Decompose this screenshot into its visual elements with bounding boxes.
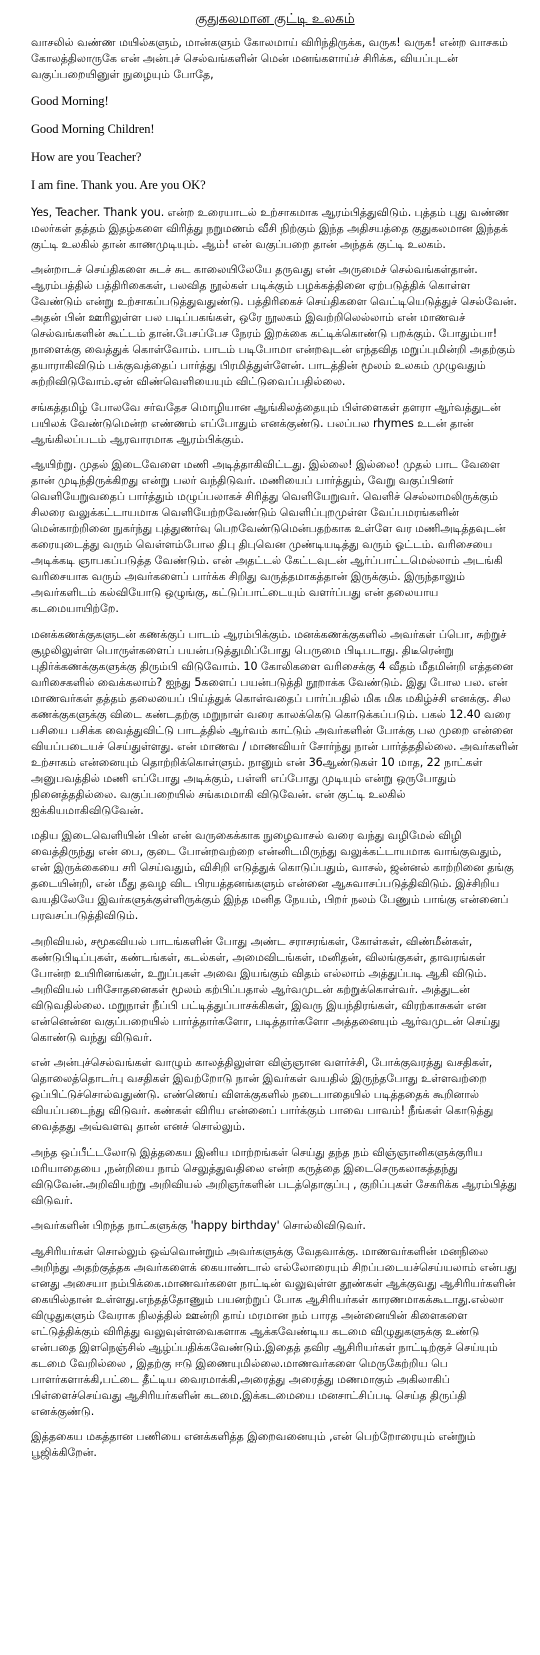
paragraph: ஆசிரியர்கள் சொல்லும் ஒவ்வொன்றும் அவர்களுக்கு வேதவாக்கு. மாணவர்களின் மனநிலை அறிந்து அதற்குத்தக அவர்களைக் கையாண்டால் எல்லோரையும் சிறப்படையச்செய்யலாம் என்பது எனது அசையா நம்பிக்கை.மாணவர்களை நாட்டின் வலுவுள்ள தூண்கள் ஆக்குவது ஆசிரியர்களின் கையில்தான் உள்ளது.எந்தத்தோணும் பயனற்றுப் போக ஆசிரியர்கள் காரணமாகக்கூடாது.எல்லா விழுதுகளும் வேராக நிலத்தில் ஊன்றி தாய் மரமான நம் பாரத அன்னையின் கிளைகளை எட்டுத்திக்கும் விரித்து வலுவுள்ளவைகளாக ஆக்கவேண்டிய கடமை விழுதுகளுக்கு உண்டு என்பதை இளநெஞ்சில் ஆழ்ப்பதிக்கவேண்டும்.இதைத் தவிர ஆசிரியர்கள் நாட்டிற்குச் செய்யும் கடமை வேறில்லை , இதற்கு ஈடு இணையுமில்லை.மாணவர்களை மெருகேற்றிய பெ பாளர்களாக்கி,பட்டை தீட்டிய வைரமாக்கி,அரைத்து அரைத்து மணமாகும் அகிலாகிப் பிள்ளைச்செய்வது ஆசிரியர்களின் கடமை.இக்கடமையை மனசாட்சிப்படி செய்த திருப்தி எனக்குண்டு. <box>31 1244 517 1418</box>
paragraph: அன்றாடச் செய்திகளை சுடச் சுட காலையிலேயே தருவது என் அருமைச் செல்வங்கள்தான். ஆரம்பத்தில் பத்திரிகைகள், பலவித நூல்கள் படிக்கும் பழக்கத்தினை ஏற்படுத்திக் கொள்ள வேண்டும் என்று உற்சாகப்படுத்துவதுண்டு. பத்திரிகைச் செய்திகளை வெட்டியெடுத்துச் செல்வேன். அதன் பின் ஊரிலுள்ள பல படிப்பகங்கள், ஒரே நூலகம் இவற்றிலெல்லாம் என் மாணவச் செல்வங்களின் கூட்டம் தான்.பேசப்பேச நேரம் இறக்கை கட்டிக்கொண்டு பறக்கும். போதும்பா! நாளைக்கு வைத்துக் கொள்வோம். பாடம் படிபோமா என்றவுடன் எந்தவித மறுப்புமின்றி அதற்கும் தயாராகிவிடும் பக்குவத்தைப் பார்த்து பிரமித்துள்ளேன். பாடத்தின் மூலம் உலகம் முழுவதும் சுற்றிவிடுவோம்.ஏன் விண்வெளியையும் விட்டுவைப்பதில்லை. <box>31 263 517 388</box>
paragraph: Yes, Teacher. Thank you. என்ற உரையாடல் உற்சாகமாக ஆரம்பித்துவிடும். புத்தம் புது வண்ண மலர்கள் தத்தம் இதழ்களை விரித்து நறுமணம் வீசி நிற்கும் இந்த அதிசயத்தை குதுகலமான இந்தக் குட்டி உலகில் தான் காணமுடியும். ஆம்! என் வகுப்பறை தான் அந்தக் குட்டி உலகம். <box>31 205 509 251</box>
paragraph: சங்கத்தமிழ் போலவே சர்வதேச மொழியான ஆங்கிலத்தையும் பிள்ளைகள் தளரா ஆர்வத்துடன் பயிலக் வேண்டுமென்ற எண்ணம் எப்போதும் எனக்குண்டு. பலப்பல rhymes உடன் தான் ஆங்கிலப்படம் ஆரவாரமாக ஆரம்பிக்கும். <box>31 400 501 446</box>
paragraph: இத்தகைய மகத்தான பணியை எனக்களித்த இறைவனையும் ,என் பெற்றோரையும் என்றும் பூஜிக்கிறேன். <box>31 1430 476 1459</box>
document-title: குதுகலமான குட்டி உலகம் <box>195 11 355 27</box>
paragraph: மனக்கணக்குகளுடன் கணக்குப் பாடம் ஆரம்பிக்கும். மனக்கணக்குகளில் அவர்கள் ப்பொ, சுற்றுச் சூழலிலுள்ள பொருள்களைப் பயன்படுத்துமிப்போது பெருமை பிடிபடாது. திடீரென்று புதிர்க்கணக்குகளுக்கு திரும்பி விடுவோம். 10 கோலிகளை வரிசைக்கு 4 வீதம் மீதமின்றி எத்தனை வரிசைகளில் வைக்கலாம்? ஐந்து 5களைப் பயன்படுத்தி நூறாக்க வேண்டும். இது போல பல. என் மாணவர்கள் தத்தம் தலையைப் பிய்த்துக் கொள்வதைப் பார்ப்பதில் மிக மிக மகிழ்ச்சி எனக்கு. சில கணக்குகளுக்கு விடை கண்டதற்கு மறுநாள் வரை காலக்கெடு கொடுக்கப்படும். பகல் 12.40 வரை பசியை பசிக்க வைத்துவிட்டு பாடத்தில் ஆர்வம் காட்டும் அவர்களின் போக்கு பல முறை என்னை வியப்படையச் செய்துள்ளது. என் மாணவ / மாணவியர் சோர்ந்து நான் பார்த்ததில்லை. அவர்களின் உற்சாகம் என்னையும் தொற்றிக்கொள்ளும். நானும் என் 36ஆண்டுகள் 10 மாத, 22 நாட்கள் அனுபவத்தில் மணி எப்போது அடிக்கும், பள்ளி எப்போது முடியும் என்று ஒருபோதும் நினைத்ததில்லை. வகுப்பறையில் சங்கமமாகி விடுவேன். என் குட்டி உலகில் ஐக்கியமாகிவிடுவேன். <box>31 627 519 817</box>
paragraph: வாசலில் வண்ண மயில்களும், மான்களும் கோலமாய் விரிந்திருக்க, வருக! வருக! என்ற வாசகம் கோலத்திலாருகே என் அன்புச் செல்வங்களின் மென் மனங்களாய்ச் சிரிக்க, வியப்புடன் வகுப்பறையினுள் நுழையும் போதே, <box>31 36 508 81</box>
paragraph: என் அன்புச்செல்வங்கள் வாழும் காலத்திலுள்ள விஞ்ஞான வளர்ச்சி, போக்குவரத்து வசதிகள், தொலைத்தொடர்பு வசதிகள் இவற்றோடு நான் இவர்கள் வயதில் இருந்தபோது உள்ளவற்றை ஒப்பிட்டுச்சொல்வதுண்டு. எண்ணெய் விளக்குகளில் நடைபாதையில் படித்ததைக் கூறினால் வியப்படைந்து விடுவர். கண்கள் விரிய என்னைப் பார்க்கும் பாவை பாவம்! நீங்கள் கொடுத்து வைத்தது அவ்வளவு தான் எனச் சொல்லும். <box>31 1056 494 1133</box>
paragraph: Good Morning Children! <box>31 121 155 136</box>
paragraph: அவர்களின் பிறந்த நாட்களுக்கு 'happy birthday' சொல்லிவிடுவர். <box>31 1219 366 1232</box>
paragraph: மதிய இடைவெளியின் பின் என் வருகைக்காக நுழைவாசல் வரை வந்து வழிமேல் விழி வைத்திருந்து என் பை, குடை போன்றவற்றை என்னிடமிருந்து வலுக்கட்டாயமாக வாங்குவதும், என் இருக்கையை சரி செய்வதும், விசிறி எடுத்துக் கொடுப்பதும், வாசல், ஜன்னல் காற்றினை தங்கு தடையின்றி, என் மீது தவழ விட பிரயத்தனங்களும் என்னை ஆசுவாசப்படுத்திவிடும். இச்சிறிய வயதிலேயே இவர்களுக்குள்ளிருக்கும் இந்த மனித நேயம், பிறர் நலம் பேணும் பாங்கு என்னைப் பரவசப்படுத்திவிடும். <box>31 829 514 922</box>
document-body <box>31 35 519 1461</box>
paragraph: ஆயிற்று. முதல் இடைவேளை மணி அடித்தாகிவிட்டது. இல்லை! இல்லை! முதல் பாட வேளை தான் முடிந்திருக்கிறது என்று பலர் வந்திடுவர். மணியைப் பார்த்தும், வேறு வகுப்பினர் வெளியேறுவதைப் பார்த்தும் மழுப்பலாகச் சிரித்து வெளியேறுவர். வெளிச் செல்லாமலிருக்கும் சிலரை வலுக்கட்டாயமாக வெளியேற்றவேண்டும் வெளிப்புறமுள்ள வேப்பமரங்களின் மென்காற்றினை நுகர்ந்து புத்துணர்வு பெறவேண்டுமென்பதற்காக உள்ளே வர மணிஅடித்தவுடன் கரையுடைத்து வரும் வெள்ளம்போல திபு திபுவென முண்டியடித்து வரும் ஓட்டம். வரிசையை அடிக்கடி ஞாபகப்படுத்த வேண்டும். என் அதட்டல் கேட்டவுடன் ஆர்ப்பாட்டமெல்லாம் அடங்கி வரிசையாக வரும் அவர்களைப் பார்க்க சிறிது வருத்தமாகத்தான் இருக்கும். இருந்தாலும் அவர்களிடம் கல்வியோடு ஒழுங்கு, கட்டுப்பாட்டையும் வளர்ப்பது என் தலையாய கடமையாயிற்றே. <box>31 458 506 615</box>
paragraph: அறிவியல், சமூகவியல் பாடங்களின் போது அண்ட சராசரங்கள், கோள்கள், விண்மீன்கள், கண்டுபிடிப்புகள், கண்டங்கள், கடல்கள், அமைவிடங்கள், மனிதன், விலங்குகள், தாவரங்கள் போன்ற உயிரினங்கள், உறுப்புகள் அவை இயங்கும் விதம் எல்லாம் அத்துப்படி ஆகி விடும். அறிவியல் பரிசோதனைகள் மூலம் கற்பிப்பதால் ஆர்வமுடன் கற்றுக்கொள்வர். அத்துடன் விடுவதில்லை. மறுநாள் நீப்பி பட்டித்துப்பாசக்கிகள், இவரு இயந்திரங்கள், விரற்காசுகள் என என்னென்ன வகுப்பறையில் பார்த்தார்களோ, படித்தார்களோ அத்தனையும் ஆர்வமுடன் செய்து கொண்டு வந்து விடுவர். <box>31 934 501 1044</box>
paragraph: How are you Teacher? <box>31 149 142 164</box>
paragraph: அந்த ஒப்பீட்டலோடு இத்தகைய இனிய மாற்றங்கள் செய்து தந்த நம் விஞ்ஞானிகளுக்குரிய மரியாதையை ,நன்றியை நாம் செலுத்துவதிலை என்ற கருத்தை இடைசெருகலாகத்தந்து விடுவேன்.அறிவியற்று அறிவியல் அறிஞர்களின் படத்தொகுப்பு , குறிப்புகள் சேகரிக்க ஆரம்பித்து விடுவர். <box>31 1145 517 1207</box>
paragraph: Good Morning! <box>31 93 109 108</box>
paragraph: I am fine. Thank you. Are you OK? <box>31 177 206 192</box>
